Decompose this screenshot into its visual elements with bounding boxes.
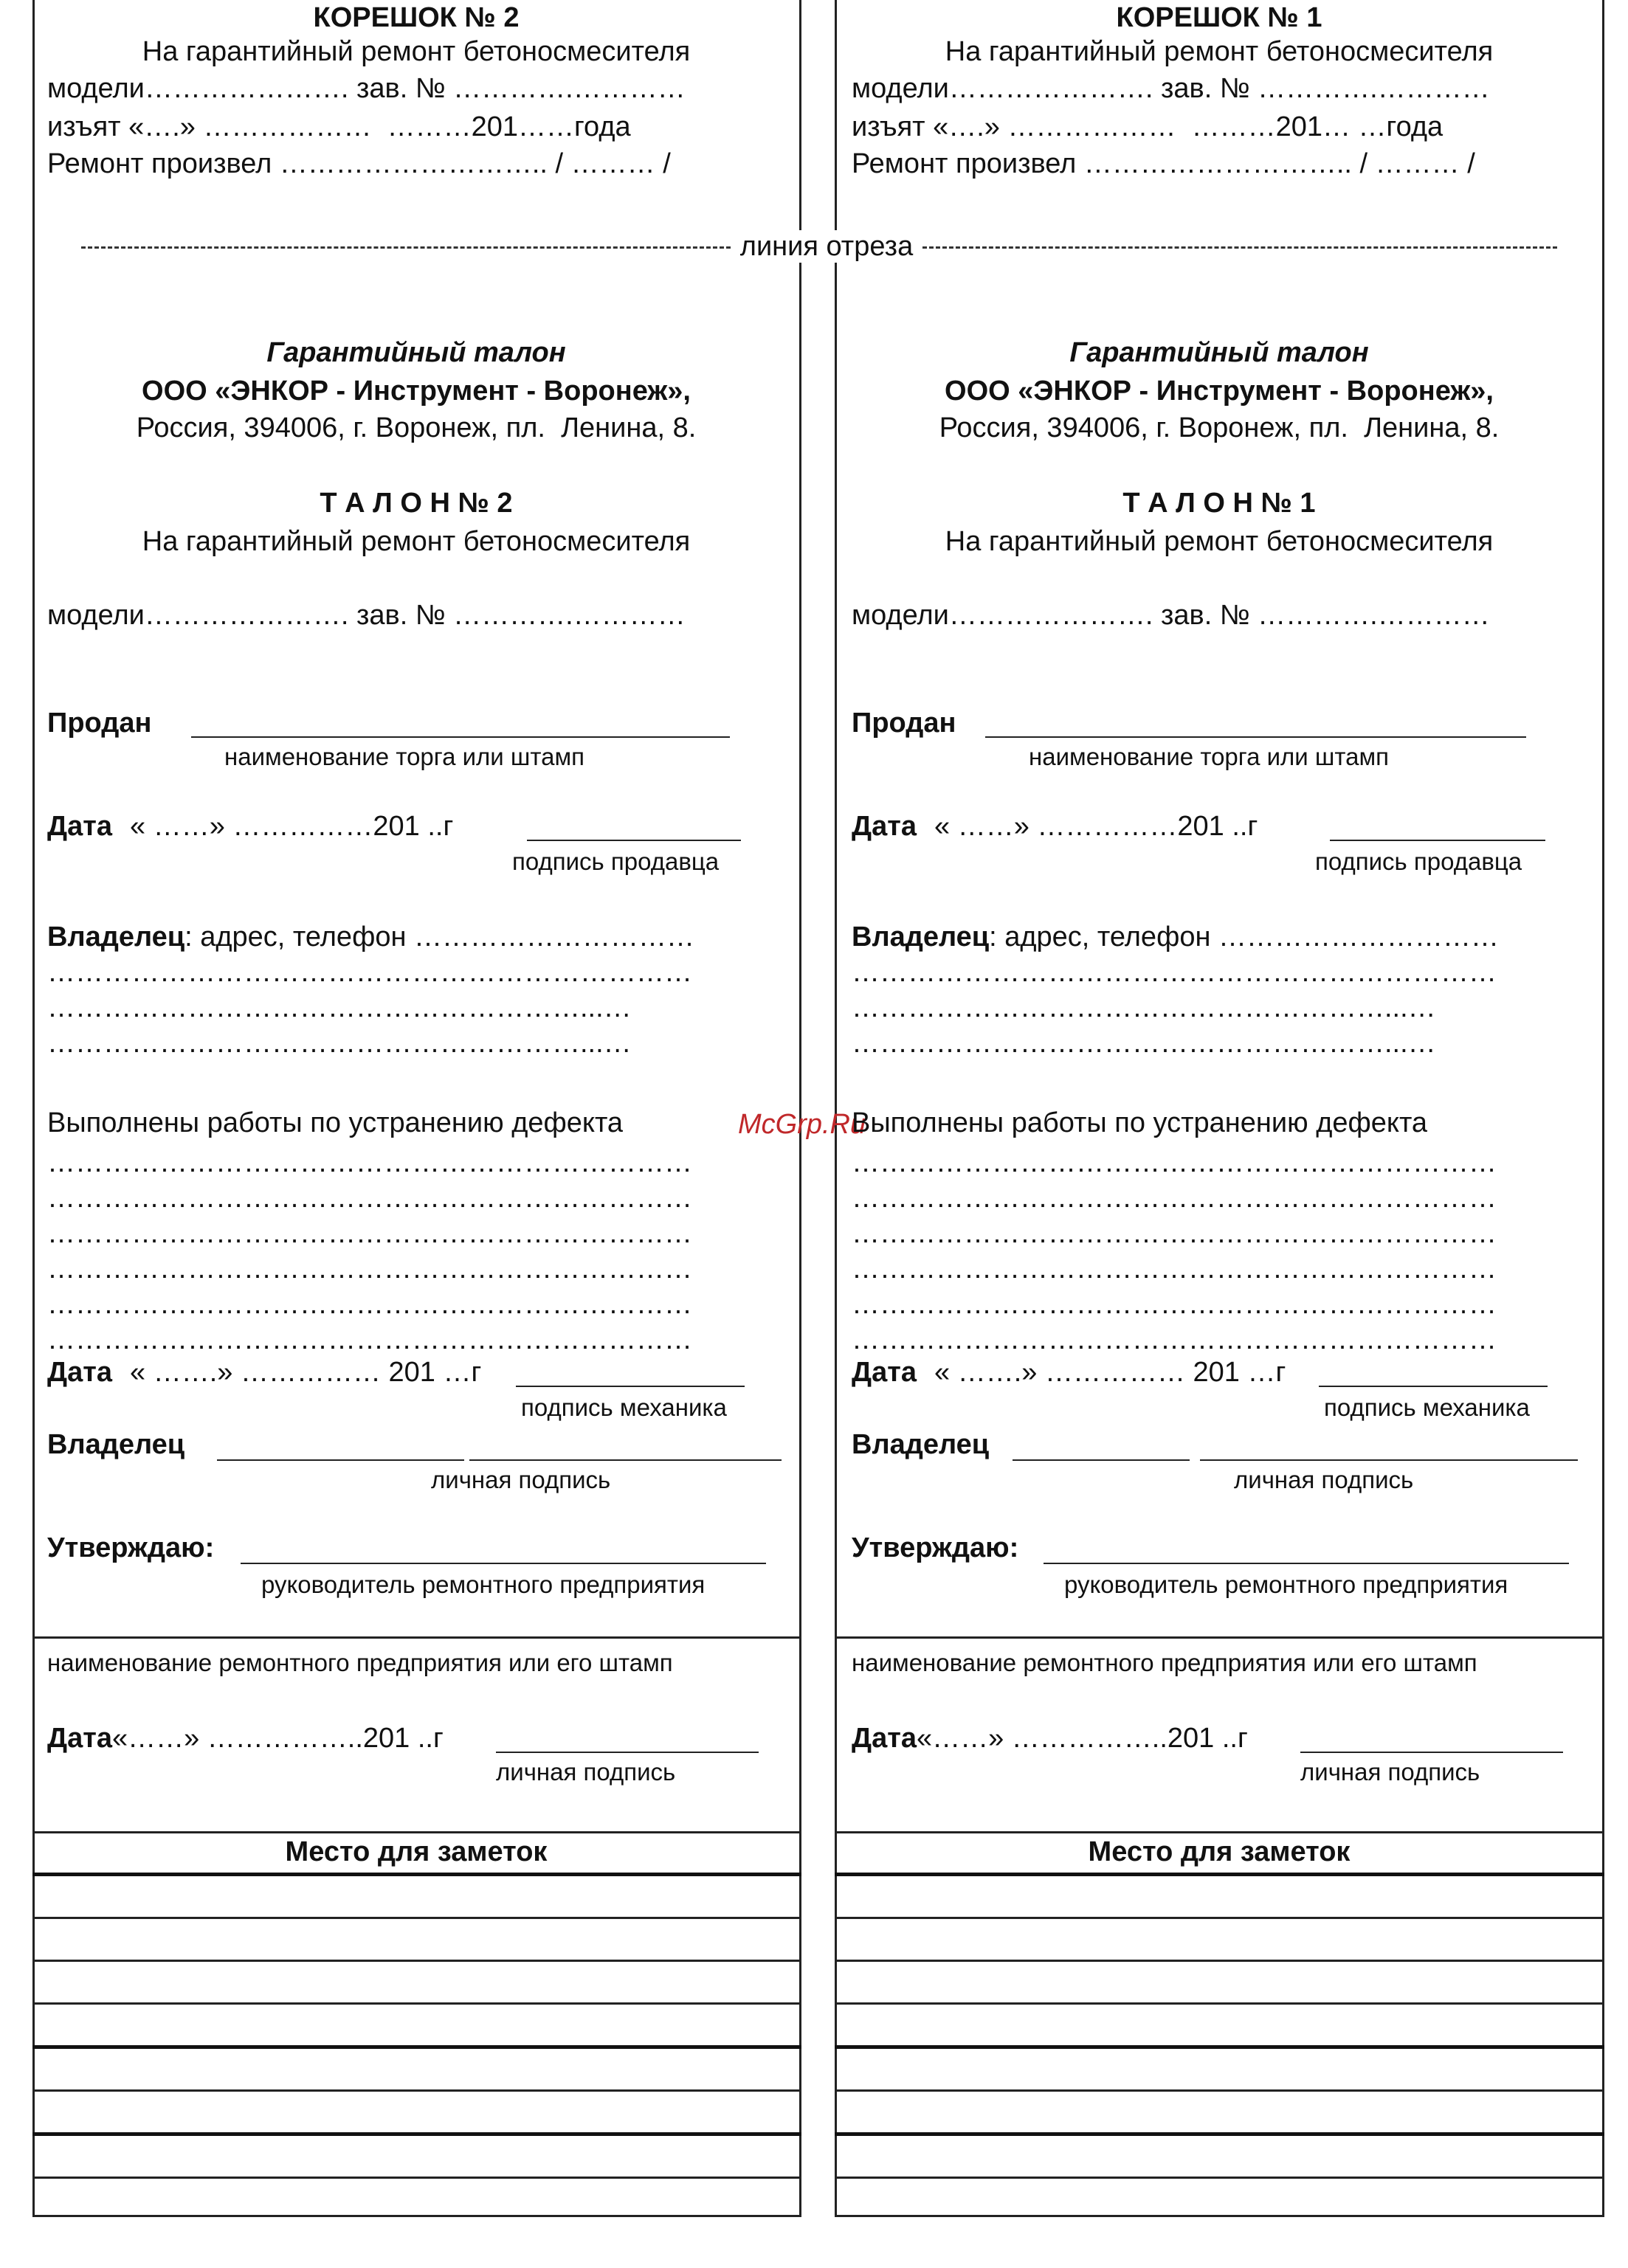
stub-removed-line: изъят «….» ……………… ………201… …года xyxy=(852,111,1444,142)
notes-line-left-7 xyxy=(32,2177,801,2179)
notes-line-left-4 xyxy=(32,2045,801,2049)
sold-field[interactable] xyxy=(985,736,1526,738)
date3-text: «……» ……………..201 ..г xyxy=(111,1723,444,1754)
sold-caption: наименование торга или штамп xyxy=(224,743,585,770)
stub-title: КОРЕШОК № 1 xyxy=(1116,2,1322,33)
notes-line-left-3 xyxy=(32,2002,801,2005)
mechanic-signature-caption: подпись механика xyxy=(1324,1394,1530,1421)
date3-label: Дата xyxy=(47,1723,112,1754)
notes-header-rule-right xyxy=(835,1873,1604,1876)
date3-line xyxy=(47,1722,444,1754)
seller-signature-field[interactable] xyxy=(527,840,741,841)
owner-name-field[interactable] xyxy=(217,1459,464,1461)
stub-removed-line: изъят «….» ……………… ………201……года xyxy=(47,111,631,142)
works-dots-1: …………………………………………………………… xyxy=(47,1147,692,1178)
works-label: Выполнены работы по устранению дефекта xyxy=(47,1107,624,1138)
works-dots-1: …………………………………………………………… xyxy=(852,1147,1497,1178)
owner-text: : адрес, телефон ………………………… xyxy=(184,922,695,953)
works-dots-4: …………………………………………………………… xyxy=(47,1254,692,1285)
date-label: Дата xyxy=(47,811,112,842)
owner-dots-3: …………………………………………………...… xyxy=(852,1028,1436,1059)
notes-line-right-7 xyxy=(835,2177,1604,2179)
cut-line-label: линия отреза xyxy=(738,230,915,263)
notes-title: Место для заметок xyxy=(285,1836,548,1867)
company-name: ООО «ЭНКОР - Инструмент - Воронеж», xyxy=(945,376,1494,407)
approve-caption: руководитель ремонтного предприятия xyxy=(1064,1571,1508,1598)
owner2-label: Владелец xyxy=(47,1429,185,1460)
notes-line-right-4 xyxy=(835,2045,1604,2049)
stub-model-line: модели…………………. зав. № ………….………… xyxy=(852,73,1490,104)
divider-repair-org-left xyxy=(32,1636,801,1639)
owner-signature-field[interactable] xyxy=(469,1459,782,1461)
owner-signature-caption: личная подпись xyxy=(431,1466,611,1493)
coupon-subtitle: На гарантийный ремонт бетоносмесителя xyxy=(142,526,691,557)
date2-text: « …….» …………… 201 …г xyxy=(934,1357,1286,1388)
date3-signature-field[interactable] xyxy=(1300,1752,1563,1753)
owner-line xyxy=(47,921,694,953)
notes-header-rule-left xyxy=(32,1873,801,1876)
owner-dots-2: …………………………………………………...… xyxy=(852,992,1436,1023)
approve-caption: руководитель ремонтного предприятия xyxy=(261,1571,706,1598)
mechanic-signature-caption: подпись механика xyxy=(521,1394,727,1421)
sold-caption: наименование торга или штамп xyxy=(1029,743,1390,770)
works-dots-5: …………………………………………………………… xyxy=(852,1289,1497,1320)
approve-field[interactable] xyxy=(241,1563,766,1564)
works-dots-6: …………………………………………………………… xyxy=(852,1324,1497,1355)
notes-line-left-6 xyxy=(32,2132,801,2136)
coupon-model-line: модели…………………. зав. № ………….………… xyxy=(852,600,1490,631)
date3-signature-field[interactable] xyxy=(496,1752,759,1753)
date2-label: Дата xyxy=(47,1357,112,1388)
coupon-column-1 xyxy=(835,0,1603,2268)
owner-dots-1: …………………………………………………………… xyxy=(47,957,692,988)
company-address: Россия, 394006, г. Воронеж, пл. Ленина, 8. xyxy=(939,412,1500,443)
notes-line-left-1 xyxy=(32,1917,801,1919)
repair-org-label: наименование ремонтного предприятия или его штамп xyxy=(47,1649,673,1676)
coupon-subtitle: На гарантийный ремонт бетоносмесителя xyxy=(945,526,1494,557)
seller-signature-caption: подпись продавца xyxy=(512,848,720,875)
works-dots-6: …………………………………………………………… xyxy=(47,1324,692,1355)
divider-notes-right xyxy=(835,1831,1604,1833)
repair-org-label: наименование ремонтного предприятия или его штамп xyxy=(852,1649,1477,1676)
coupon-title: Т А Л О Н № 1 xyxy=(1122,488,1316,519)
owner-label: Владелец xyxy=(852,922,990,953)
coupon-column-2 xyxy=(32,0,800,2268)
works-dots-5: …………………………………………………………… xyxy=(47,1289,692,1320)
stub-title: КОРЕШОК № 2 xyxy=(313,2,520,33)
date-text: « ……» ……………201 ..г xyxy=(934,811,1258,842)
owner-dots-3: …………………………………………………...… xyxy=(47,1028,632,1059)
stub-repair-line: Ремонт произвел ……………………….. / ……… / xyxy=(852,148,1475,179)
owner-text: : адрес, телефон ………………………… xyxy=(989,922,1500,953)
date2-label: Дата xyxy=(852,1357,917,1388)
notes-line-left-2 xyxy=(32,1960,801,1962)
approve-label: Утверждаю: xyxy=(852,1532,1019,1563)
seller-signature-field[interactable] xyxy=(1330,840,1545,841)
date-text: « ……» ……………201 ..г xyxy=(130,811,454,842)
owner-label: Владелец xyxy=(47,922,185,953)
stub-model-line: модели…………………. зав. № ………….………… xyxy=(47,73,686,104)
owner-dots-1: …………………………………………………………… xyxy=(852,957,1497,988)
approve-label: Утверждаю: xyxy=(47,1532,215,1563)
notes-bottom-left xyxy=(32,2215,801,2217)
works-label: Выполнены работы по устранению дефекта xyxy=(852,1107,1428,1138)
date3-signature-caption: личная подпись xyxy=(496,1758,676,1785)
owner-name-field[interactable] xyxy=(1013,1459,1190,1461)
approve-field[interactable] xyxy=(1044,1563,1569,1564)
sold-label: Продан xyxy=(852,708,956,739)
owner-signature-caption: личная подпись xyxy=(1234,1466,1414,1493)
sold-field[interactable] xyxy=(191,736,730,738)
mechanic-signature-field[interactable] xyxy=(1319,1386,1548,1387)
date3-signature-caption: личная подпись xyxy=(1300,1758,1480,1785)
seller-signature-caption: подпись продавца xyxy=(1315,848,1522,875)
coupon-header: Гарантийный талон xyxy=(266,337,566,368)
coupon-model-line: модели…………………. зав. № ………….………… xyxy=(47,600,686,631)
date3-text: «……» ……………..201 ..г xyxy=(916,1723,1248,1754)
notes-line-right-1 xyxy=(835,1917,1604,1919)
owner-signature-field[interactable] xyxy=(1200,1459,1578,1461)
owner2-label: Владелец xyxy=(852,1429,990,1460)
date3-line xyxy=(852,1722,1248,1754)
divider-repair-org-right xyxy=(835,1636,1604,1639)
stub-repair-line: Ремонт произвел ……………………….. / ……… / xyxy=(47,148,671,179)
coupon-header: Гарантийный талон xyxy=(1069,337,1369,368)
coupon-title: Т А Л О Н № 2 xyxy=(320,488,513,519)
works-dots-4: …………………………………………………………… xyxy=(852,1254,1497,1285)
notes-line-right-5 xyxy=(835,2089,1604,2092)
divider-notes-left xyxy=(32,1831,801,1833)
mechanic-signature-field[interactable] xyxy=(516,1386,745,1387)
works-dots-3: …………………………………………………………… xyxy=(852,1218,1497,1249)
notes-line-right-6 xyxy=(835,2132,1604,2136)
sold-label: Продан xyxy=(47,708,152,739)
notes-line-right-2 xyxy=(835,1960,1604,1962)
owner-dots-2: …………………………………………………...… xyxy=(47,992,632,1023)
stub-subtitle: На гарантийный ремонт бетоносмесителя xyxy=(945,36,1494,67)
works-dots-2: …………………………………………………………… xyxy=(852,1183,1497,1214)
works-dots-3: …………………………………………………………… xyxy=(47,1218,692,1249)
date3-label: Дата xyxy=(852,1723,917,1754)
date2-text: « …….» …………… 201 …г xyxy=(130,1357,482,1388)
notes-bottom-right xyxy=(835,2215,1604,2217)
stub-subtitle: На гарантийный ремонт бетоносмесителя xyxy=(142,36,691,67)
company-address: Россия, 394006, г. Воронеж, пл. Ленина, 8. xyxy=(136,412,697,443)
notes-line-left-5 xyxy=(32,2089,801,2092)
works-dots-2: …………………………………………………………… xyxy=(47,1183,692,1214)
notes-title: Место для заметок xyxy=(1088,1836,1351,1867)
company-name: ООО «ЭНКОР - Инструмент - Воронеж», xyxy=(142,376,691,407)
watermark: McGrp.Ru xyxy=(738,1109,866,1140)
date-label: Дата xyxy=(852,811,917,842)
notes-line-right-3 xyxy=(835,2002,1604,2005)
owner-line xyxy=(852,921,1499,953)
